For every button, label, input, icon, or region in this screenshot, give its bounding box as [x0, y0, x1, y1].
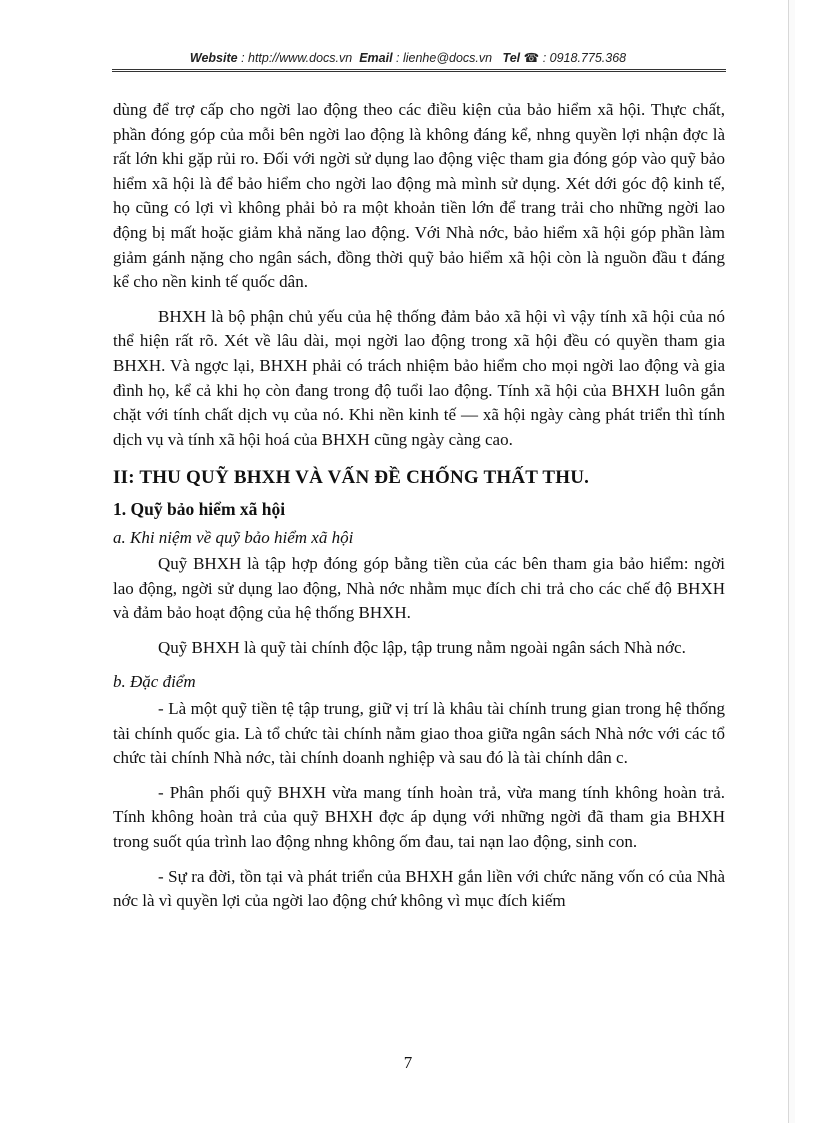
italic-heading-a: a. Khi niệm về quỹ bảo hiểm xã hội	[113, 527, 354, 547]
page-edge	[788, 0, 795, 1123]
italic-heading-b: b. Đặc điểm	[113, 672, 196, 692]
paragraph-4: Quỹ BHXH là quỹ tài chính độc lập, tập trung nằm ngoài ngân sách Nhà nớc.	[158, 637, 686, 657]
paragraph-7: - Sự ra đời, tồn tại và phát triển của BHXH gắn liền với chức năng vốn có của Nhà nớc là vì quyền lợi của ngời lao động chứ không vì mục đích kiếm	[113, 866, 725, 911]
page-header	[0, 50, 816, 65]
paragraph-2: BHXH là bộ phận chủ yếu của hệ thống đảm bảo xã hội vì vậy tính xã hội của nó thể hiện rất rõ. Xét về lâu dài, mọi ngời lao động trong xã hội đều có quyền tham gia BHXH. Và ngợc lại, BHXH phải có trách nhiệm bảo hiểm cho mọi ngời lao động và gia đình họ, kể cả khi họ còn đang trong độ tuổi lao động. Tính xã hội của BHXH luôn gắn chặt với tính chất dịch vụ của nó. Khi nền kinh tế — xã hội ngày càng phát triển thì tính dịch vụ và tính xã hội hoá của BHXH cũng ngày càng cao.	[113, 306, 725, 449]
page-number: 7	[403, 1053, 413, 1072]
document-body	[113, 98, 725, 924]
tel-label: Tel	[502, 51, 521, 65]
paragraph-6: - Phân phối quỹ BHXH vừa mang tính hoàn trả, vừa mang tính không hoàn trả. Tính không hoàn trả của quỹ BHXH đợc áp dụng với những ngời đã tham gia BHXH trong suốt qúa trình lao động nhng không ốm đau, tai nạn lao động, sinh con.	[113, 782, 725, 852]
email-label: Email	[359, 51, 393, 65]
sub-heading-1: 1. Quỹ bảo hiểm xã hội	[113, 498, 286, 519]
paragraph-5: - Là một quỹ tiền tệ tập trung, giữ vị trí là khâu tài chính trung gian trong hệ thống tài chính quốc gia. Là tổ chức tài chính nằm giao thoa giữa ngân sách Nhà nớc với các tổ chức tài chính Nhà nớc, tài chính doanh nghiệp và sau đó là tài chính dân c.	[113, 699, 725, 768]
website-label: Website	[189, 51, 238, 65]
phone-icon: ☎	[523, 51, 540, 65]
header-divider	[112, 69, 726, 72]
paragraph-1: dùng để trợ cấp cho ngời lao động theo các điều kiện của bảo hiểm xã hội. Thực chất, phần đóng góp của mỗi bên ngời lao động là không đáng kể, nhng quyền lợi nhận đợc là rất lớn khi gặp rủi ro. Đối với ngời sử dụng lao động việc tham gia đóng góp vào quỹ bảo hiểm xã hội là để bảo hiểm cho ngời lao động mà mình sử dụng. Xét dới góc độ kinh tế, họ cũng có lợi vì không phải bỏ ra một khoản tiền lớn để trang trải cho những ngời lao động bị mất hoặc giảm khả năng lao động. Với Nhà nớc, bảo hiểm xã hội góp phần làm giảm gánh nặng cho ngân sách, đồng thời quỹ bảo hiểm xã hội còn là nguồn đầu t đáng kể cho nền kinh tế quốc dân.	[113, 100, 725, 292]
website-value: : http://www.docs.vn	[241, 51, 353, 65]
tel-value: : 0918.775.368	[542, 51, 627, 65]
paragraph-3: Quỹ BHXH là tập hợp đóng góp bằng tiền của các bên tham gia bảo hiểm: ngời lao động, ngời sử dụng lao động, Nhà nớc nhằm mục đích chi trả cho các chế độ BHXH và đảm bảo hoạt động của hệ thống BHXH.	[113, 554, 725, 623]
email-value: : lienhe@docs.vn	[396, 51, 493, 65]
section-heading: II: THU QUỸ BHXH VÀ VẤN ĐỀ CHỐNG THẤT THU.	[113, 467, 590, 489]
